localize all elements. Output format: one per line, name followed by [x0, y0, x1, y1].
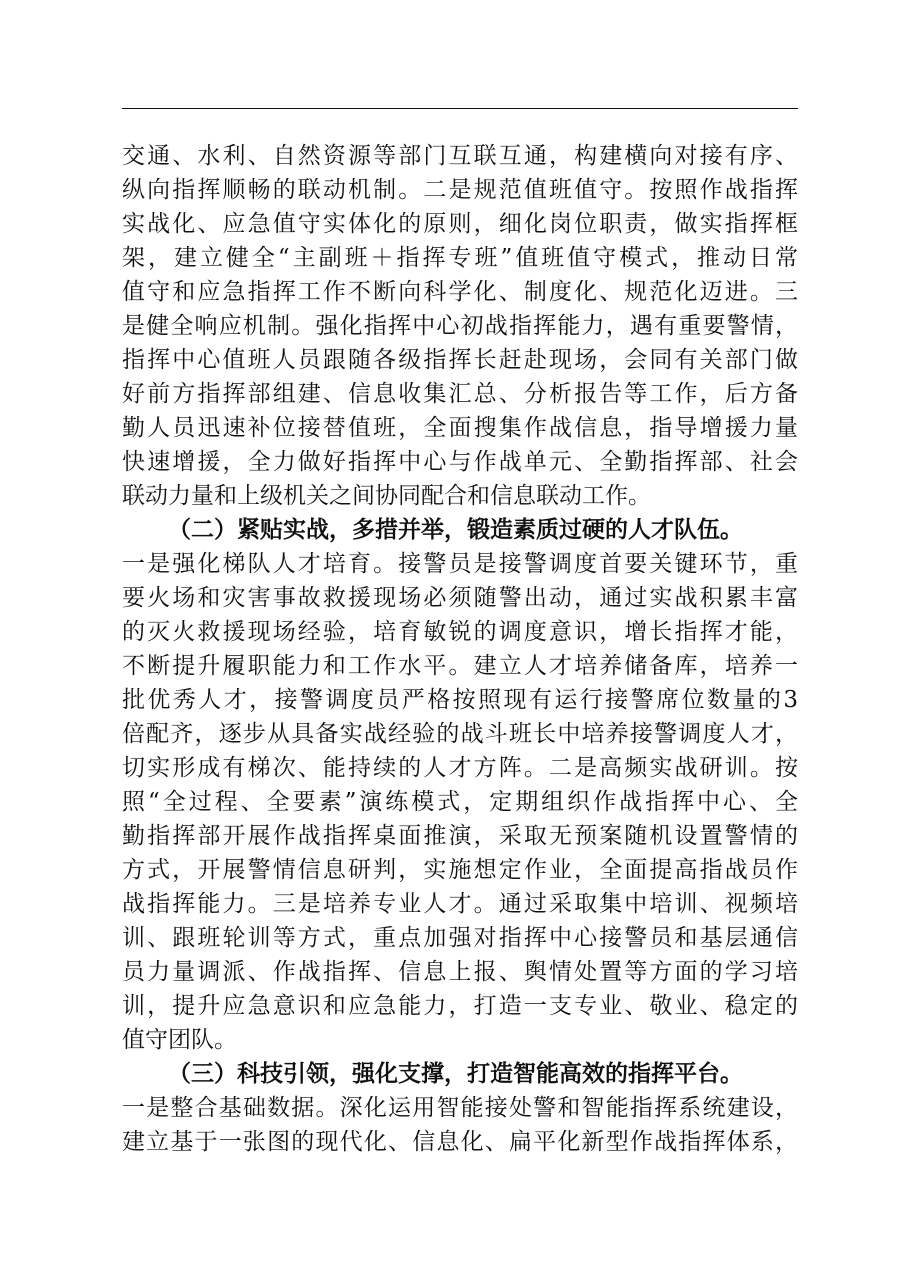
- text-line: 勤指挥部开展作战指挥桌面推演，采取无预案随机设置警情的: [122, 823, 798, 849]
- section-heading: （二）紧贴实战，多措并举，锻造素质过硬的人才队伍。: [168, 516, 743, 543]
- text-line: 是健全响应机制。强化指挥中心初战指挥能力，遇有重要警情，: [122, 313, 798, 339]
- text-line: 实战化、应急值守实体化的原则，细化岗位职责，做实指挥框: [122, 211, 798, 237]
- text-line: 好前方指挥部组建、信息收集汇总、分析报告等工作，后方备: [122, 381, 798, 407]
- text-line: 训、跟班轮训等方式，重点加强对指挥中心接警员和基层通信: [122, 925, 798, 951]
- header-rule: [122, 108, 798, 109]
- text-line: 快速增援，全力做好指挥中心与作战单元、全勤指挥部、社会: [122, 449, 798, 475]
- section-heading: （三）科技引领，强化支撑，打造智能高效的指挥平台。: [168, 1060, 743, 1087]
- text-line: 不断提升履职能力和工作水平。建立人才培养储备库，培养一: [122, 653, 798, 679]
- text-line: 交通、水利、自然资源等部门互联互通，构建横向对接有序、: [122, 143, 798, 169]
- text-line: 方式，开展警情信息研判，实施想定作业，全面提高指战员作: [122, 857, 798, 883]
- body-text: [122, 139, 798, 1159]
- text-line: 要火场和灾害事故救援现场必须随警出动，通过实战积累丰富: [122, 585, 798, 611]
- text-line: 的灭火救援现场经验，培育敏锐的调度意识，增长指挥才能，: [122, 619, 798, 645]
- text-line: 勤人员迅速补位接替值班，全面搜集作战信息，指导增援力量: [122, 415, 798, 441]
- text-line: 架，建立健全“主副班＋指挥专班”值班值守模式，推动日常: [122, 245, 798, 271]
- text-line: 联动力量和上级机关之间协同配合和信息联动工作。: [122, 483, 651, 509]
- text-line: 值守和应急指挥工作不断向科学化、制度化、规范化迈进。三: [122, 279, 798, 305]
- text-line: 切实形成有梯次、能持续的人才方阵。二是高频实战研训。按: [122, 755, 798, 781]
- text-line: 指挥中心值班人员跟随各级指挥长赶赴现场，会同有关部门做: [122, 347, 798, 373]
- text-line: 值守团队。: [122, 1027, 237, 1053]
- text-line: 训，提升应急意识和应急能力，打造一支专业、敬业、稳定的: [122, 993, 798, 1019]
- text-line: 一是强化梯队人才培育。接警员是接警调度首要关键环节，重: [122, 551, 798, 577]
- text-line: 员力量调派、作战指挥、信息上报、舆情处置等方面的学习培: [122, 959, 798, 985]
- text-line: 照“全过程、全要素”演练模式，定期组织作战指挥中心、全: [122, 789, 798, 815]
- text-line: 批优秀人才，接警调度员严格按照现有运行接警席位数量的3: [122, 687, 798, 713]
- text-line: 建立基于一张图的现代化、信息化、扁平化新型作战指挥体系，: [122, 1129, 798, 1155]
- text-line: 一是整合基础数据。深化运用智能接处警和智能指挥系统建设，: [122, 1095, 798, 1121]
- text-line: 纵向指挥顺畅的联动机制。二是规范值班值守。按照作战指挥: [122, 177, 798, 203]
- text-line: 战指挥能力。三是培养专业人才。通过采取集中培训、视频培: [122, 891, 798, 917]
- text-line: 倍配齐，逐步从具备实战经验的战斗班长中培养接警调度人才，: [122, 721, 798, 747]
